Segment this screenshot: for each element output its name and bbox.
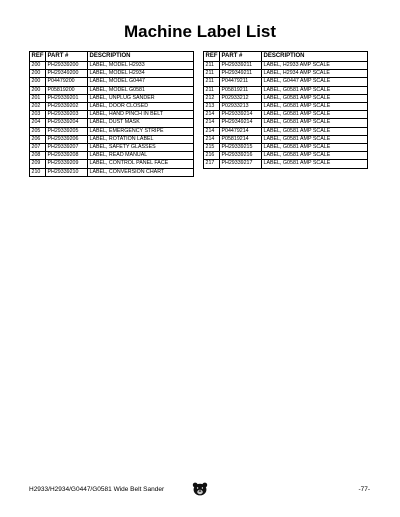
ref-cell: 204 [30,119,46,127]
part-number-cell: PH29349214 [220,119,262,127]
description-cell: LABEL, UNPLUG SANDER [88,94,194,102]
ref-cell: 205 [30,127,46,135]
ref-cell: 211 [204,62,220,70]
description-column-header: DESCRIPTION [262,52,368,62]
description-cell: LABEL, H2934 AMP SCALE [262,70,368,78]
table-row [204,70,368,78]
table-row [30,78,194,86]
description-cell: LABEL, CONTROL PANEL FACE [88,160,194,168]
table-row [30,103,194,111]
table-row [204,111,368,119]
label-table-left [29,51,194,177]
ref-cell: 214 [204,119,220,127]
part-number-cell: PH29339203 [46,111,88,119]
table-header-row [30,52,194,62]
ref-cell: 216 [204,152,220,160]
table-header-row [204,52,368,62]
part-number-cell: P04479214 [220,127,262,135]
part-number-cell: PH29349211 [220,70,262,78]
page-number: -77- [358,486,370,493]
ref-cell: 201 [30,94,46,102]
part-number-cell: PH29339205 [46,127,88,135]
description-cell: LABEL, G0581 AMP SCALE [262,160,368,168]
part-number-cell: P02933213 [220,103,262,111]
description-cell: LABEL, MODEL H2933 [88,62,194,70]
description-cell: LABEL, G0581 AMP SCALE [262,94,368,102]
ref-cell: 200 [30,78,46,86]
part-number-cell: P02933212 [220,94,262,102]
description-cell: LABEL, G0447 AMP SCALE [262,78,368,86]
footer-model-text: H2933/H2934/G0447/G0581 Wide Belt Sander [29,486,165,493]
bear-head-icon [192,482,208,496]
ref-column-header: REF [204,52,220,62]
page-title: Machine Label List [123,22,277,41]
part-number-cell: PH29339215 [220,144,262,152]
part-number-cell: PH29339209 [46,160,88,168]
table-row [204,86,368,94]
label-table-right [203,51,368,169]
table-row [30,152,194,160]
description-cell: LABEL, G0581 AMP SCALE [262,111,368,119]
description-cell: LABEL, EMERGENCY STRIPE [88,127,194,135]
description-cell: LABEL, G0581 AMP SCALE [262,144,368,152]
ref-cell: 202 [30,103,46,111]
ref-cell: 211 [204,70,220,78]
part-column-header: PART # [46,52,88,62]
description-cell: LABEL, G0581 AMP SCALE [262,152,368,160]
ref-cell: 203 [30,111,46,119]
ref-cell: 207 [30,144,46,152]
table-row [204,94,368,102]
ref-cell: 214 [204,127,220,135]
table-row [204,135,368,143]
description-cell: LABEL, G0581 AMP SCALE [262,86,368,94]
part-number-cell: PH29339201 [46,94,88,102]
description-cell: LABEL, G0581 AMP SCALE [262,119,368,127]
table-row [30,111,194,119]
part-number-cell: P05819200 [46,86,88,94]
table-row [204,152,368,160]
description-cell: LABEL, ROTATION LABEL [88,135,194,143]
part-number-cell: PH29349200 [46,70,88,78]
part-number-cell: PH29339206 [46,135,88,143]
part-number-cell: PH29339200 [46,62,88,70]
part-number-cell: PH29339214 [220,111,262,119]
ref-cell: 200 [30,62,46,70]
table-row [204,127,368,135]
description-cell: LABEL, G0581 AMP SCALE [262,135,368,143]
part-number-cell: PH29339210 [46,168,88,176]
ref-cell: 206 [30,135,46,143]
ref-cell: 211 [204,78,220,86]
part-number-cell: PH29339207 [46,144,88,152]
table-row [204,103,368,111]
description-cell: LABEL, H2933 AMP SCALE [262,62,368,70]
description-cell: LABEL, MODEL H2934 [88,70,194,78]
table-row [204,160,368,168]
description-cell: LABEL, DUST MASK [88,119,194,127]
table-body [30,62,194,177]
ref-cell: 200 [30,70,46,78]
ref-cell: 210 [30,168,46,176]
table-row [30,144,194,152]
table-row [30,70,194,78]
description-cell: LABEL, G0581 AMP SCALE [262,127,368,135]
table-row [204,144,368,152]
table-row [30,168,194,176]
part-number-cell: PH29339217 [220,160,262,168]
ref-cell: 214 [204,135,220,143]
ref-cell: 209 [30,160,46,168]
description-column-header: DESCRIPTION [88,52,194,62]
table-row [30,62,194,70]
ref-cell: 200 [30,86,46,94]
table-body [204,62,368,169]
table-row [30,160,194,168]
table-row [30,119,194,127]
description-cell: LABEL, DOOR CLOSED [88,103,194,111]
table-row [204,119,368,127]
ref-cell: 217 [204,160,220,168]
table-row [30,127,194,135]
ref-cell: 215 [204,144,220,152]
table-row [204,78,368,86]
table-row [30,86,194,94]
part-number-cell: PH29339202 [46,103,88,111]
description-cell: LABEL, MODEL G0447 [88,78,194,86]
part-number-cell: PH29339216 [220,152,262,160]
part-number-cell: P05819211 [220,86,262,94]
part-number-cell: P05819214 [220,135,262,143]
table-row [30,94,194,102]
description-cell: LABEL, HAND PINCH IN BELT [88,111,194,119]
ref-cell: 213 [204,103,220,111]
part-number-cell: PH29339204 [46,119,88,127]
description-cell: LABEL, G0581 AMP SCALE [262,103,368,111]
part-number-cell: PH29339208 [46,152,88,160]
ref-cell: 212 [204,94,220,102]
part-column-header: PART # [220,52,262,62]
ref-column-header: REF [30,52,46,62]
description-cell: LABEL, CONVERSION CHART [88,168,194,176]
ref-cell: 214 [204,111,220,119]
ref-cell: 208 [30,152,46,160]
part-number-cell: P04479200 [46,78,88,86]
table-row [30,135,194,143]
description-cell: LABEL, SAFETY GLASSES [88,144,194,152]
part-number-cell: P04479211 [220,78,262,86]
description-cell: LABEL, READ MANUAL [88,152,194,160]
description-cell: LABEL, MODEL G0581 [88,86,194,94]
table-row [204,62,368,70]
ref-cell: 211 [204,86,220,94]
part-number-cell: PH29339211 [220,62,262,70]
